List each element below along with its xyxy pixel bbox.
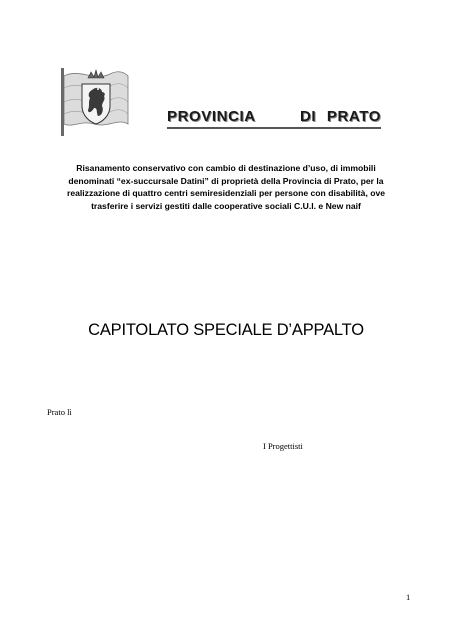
place-date-label: Prato lì: [47, 407, 72, 417]
header-word-provincia: PROVINCIA: [167, 108, 256, 125]
page-number: 1: [406, 592, 411, 602]
project-description-line: realizzazione di quattro centri semiresidenziali per persone con disabilità, ove: [66, 188, 386, 198]
project-description-line: trasferire i servizi gestiti dalle cooperative sociali C.U.I. e New naif: [91, 200, 361, 211]
project-description-line: denominati “ex-succursale Datini” di proprietà della Provincia di Prato, per la: [68, 175, 384, 186]
project-description-line: Risanamento conservativo con cambio di destinazione d’uso, di immobili: [76, 163, 376, 173]
document-title: CAPITOLATO SPECIALE D’APPALTO: [88, 321, 364, 339]
header-word-di: DI: [300, 108, 317, 125]
header-title: [167, 108, 381, 128]
header-word-prato: PRATO: [326, 108, 381, 125]
header-underline: [167, 127, 381, 129]
provincia-di-prato-coat-of-arms-icon: [58, 58, 132, 140]
designers-label: I Progettisti: [263, 441, 303, 451]
project-description: [40, 162, 412, 212]
